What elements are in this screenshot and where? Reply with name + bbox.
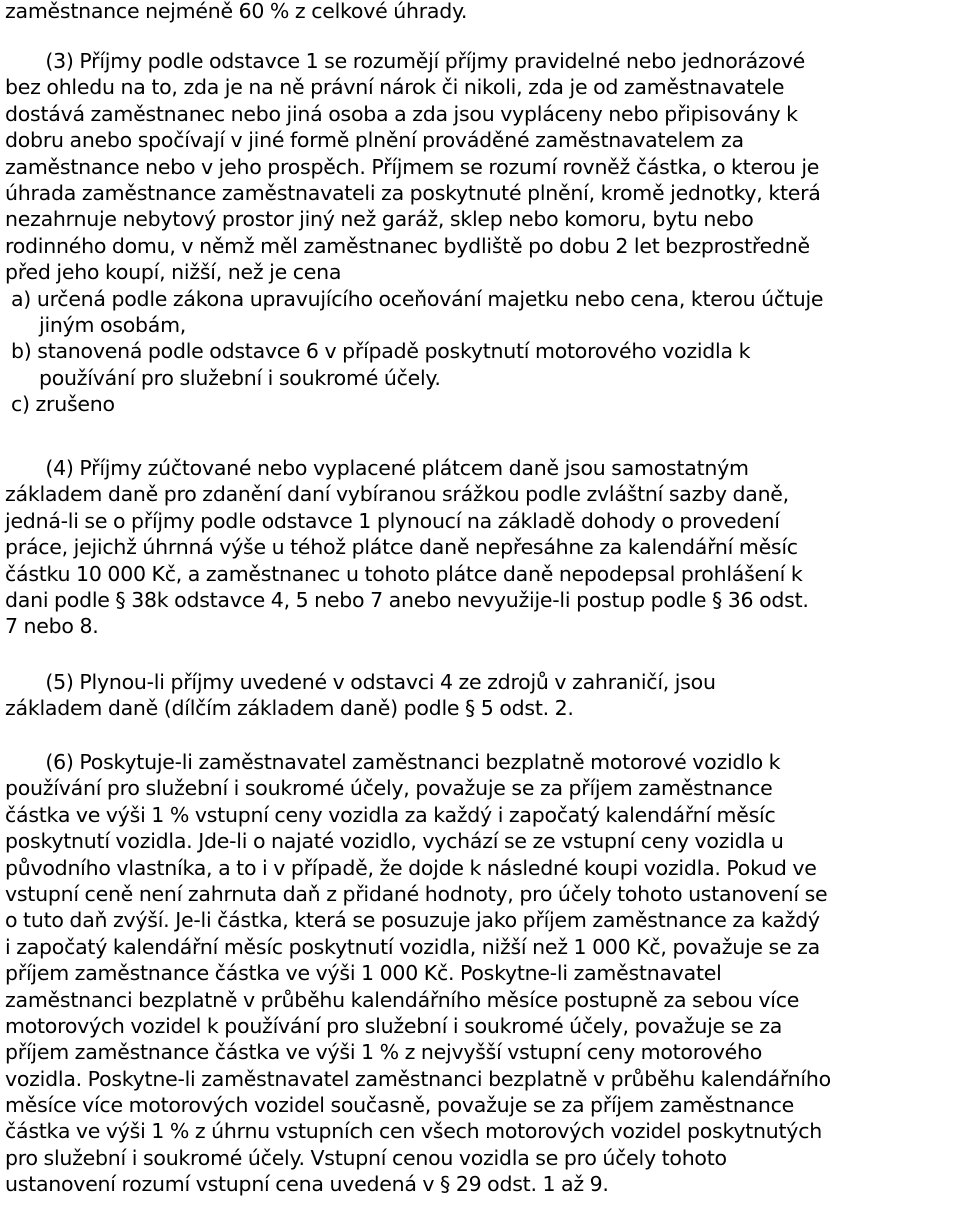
text-line: nezahrnuje nebytový prostor jiný než garáž, sklep nebo komoru, bytu nebo: [5, 207, 754, 232]
text-line: dani podle § 38k odstavce 4, 5 nebo 7 anebo nevyužije-li postup podle § 36 odst.: [5, 587, 809, 612]
text-line: jedná-li se o příjmy podle odstavce 1 plynoucí na základě dohody o provedení: [5, 508, 780, 533]
paragraph-6: [5, 749, 960, 1198]
text-line: zaměstnance nebo v jeho prospěch. Příjmem se rozumí rovněž částka, o kterou je: [5, 154, 820, 179]
text-line: pro služební i soukromé účely. Vstupní cenou vozidla se pro účely tohoto: [5, 1145, 727, 1170]
text-line: (4) Příjmy zúčtované nebo vyplacené plátcem daně jsou samostatným: [5, 456, 749, 480]
text-line: bez ohledu na to, zda je na ně právní nárok či nikoli, zda je od zaměstnavatele: [5, 75, 785, 100]
text-line: úhrada zaměstnance zaměstnavateli za poskytnuté plnění, kromě jednotky, která: [5, 180, 821, 205]
text-line: částka ve výši 1 % vstupní ceny vozidla za každý i započatý kalendářní měsíc: [5, 802, 776, 827]
text-line: příjem zaměstnance částka ve výši 1 000 Kč. Poskytne-li zaměstnavatel: [5, 961, 722, 986]
text-line: poskytnutí vozidla. Jde-li o najaté vozidlo, vychází se ze vstupní ceny vozidla u: [5, 829, 784, 854]
text-line: zaměstnanci bezplatně v průběhu kalendářního měsíce postupně za sebou více: [5, 987, 800, 1012]
text-line: dobru anebo spočívají v jiné formě plnění prováděné zaměstnavatelem za: [5, 128, 744, 153]
list-item-b-continuation: používání pro služební i soukromé účely.: [39, 365, 441, 390]
text-line: dostává zaměstnanec nebo jiná osoba a zda jsou vypláceny nebo připisovány k: [5, 101, 798, 126]
text-line: měsíce více motorových vozidel současně, považuje se za příjem zaměstnance: [5, 1093, 795, 1118]
text-line: částka ve výši 1 % z úhrnu vstupních cen všech motorových vozidel poskytnutých: [5, 1119, 822, 1144]
text-line: vstupní ceně není zahrnuta daň z přidané hodnoty, pro účely tohoto ustanovení se: [5, 881, 828, 906]
text-line: zaměstnance nejméně 60 % z celkové úhrady.: [5, 0, 468, 23]
text-line: používání pro služební i soukromé účely, považuje se za příjem zaměstnance: [5, 776, 773, 801]
list-item-a: a) určená podle zákona upravujícího oceňování majetku nebo cena, kterou účtuje: [11, 286, 824, 311]
paragraph-5: [5, 669, 960, 722]
text-line: před jeho koupí, nižší, než je cena: [5, 260, 342, 285]
text-line: částku 10 000 Kč, a zaměstnanec u tohoto plátce daně nepodepsal prohlášení k: [5, 561, 803, 586]
text-line: 7 nebo 8.: [5, 614, 99, 639]
top-fragment: [5, 0, 960, 24]
list-item-c: c) zrušeno: [11, 392, 115, 417]
list-item-b: b) stanovená podle odstavce 6 v případě poskytnutí motorového vozidla k: [11, 339, 751, 364]
text-line: (6) Poskytuje-li zaměstnavatel zaměstnanci bezplatně motorové vozidlo k: [5, 750, 781, 774]
text-line: motorových vozidel k používání pro služební i soukromé účely, považuje se za: [5, 1013, 783, 1038]
paragraph-3: [5, 48, 960, 417]
text-line: o tuto daň zvýší. Je-li částka, která se posuzuje jako příjem zaměstnance za každý: [5, 908, 820, 933]
text-line: rodinného domu, v němž měl zaměstnanec bydliště po dobu 2 let bezprostředně: [5, 233, 810, 258]
text-line: příjem zaměstnance částka ve výši 1 % z nejvyšší vstupní ceny motorového: [5, 1040, 763, 1065]
text-line: základem daně (dílčím základem daně) podle § 5 odst. 2.: [5, 696, 574, 721]
text-line: i započatý kalendářní měsíc poskytnutí vozidla, nižší než 1 000 Kč, považuje se za: [5, 934, 820, 959]
text-line: základem daně pro zdanění daní vybíranou srážkou podle zvláštní sazby daně,: [5, 482, 789, 507]
text-line: (5) Plynou-li příjmy uvedené v odstavci 4 ze zdrojů v zahraničí, jsou: [5, 670, 716, 694]
list-item-a-continuation: jiným osobám,: [39, 312, 187, 337]
text-line: vozidla. Poskytne-li zaměstnavatel zaměstnanci bezplatně v průběhu kalendářního: [5, 1066, 831, 1091]
text-line: původního vlastníka, a to i v případě, že dojde k následné koupi vozidla. Pokud ve: [5, 855, 817, 880]
text-line: práce, jejichž úhrnná výše u téhož plátce daně nepřesáhne za kalendářní měsíc: [5, 535, 798, 560]
text-line: (3) Příjmy podle odstavce 1 se rozumějí příjmy pravidelné nebo jednorázové: [5, 49, 806, 73]
paragraph-4: [5, 455, 960, 640]
text-line: ustanovení rozumí vstupní cena uvedená v § 29 odst. 1 až 9.: [5, 1172, 609, 1197]
